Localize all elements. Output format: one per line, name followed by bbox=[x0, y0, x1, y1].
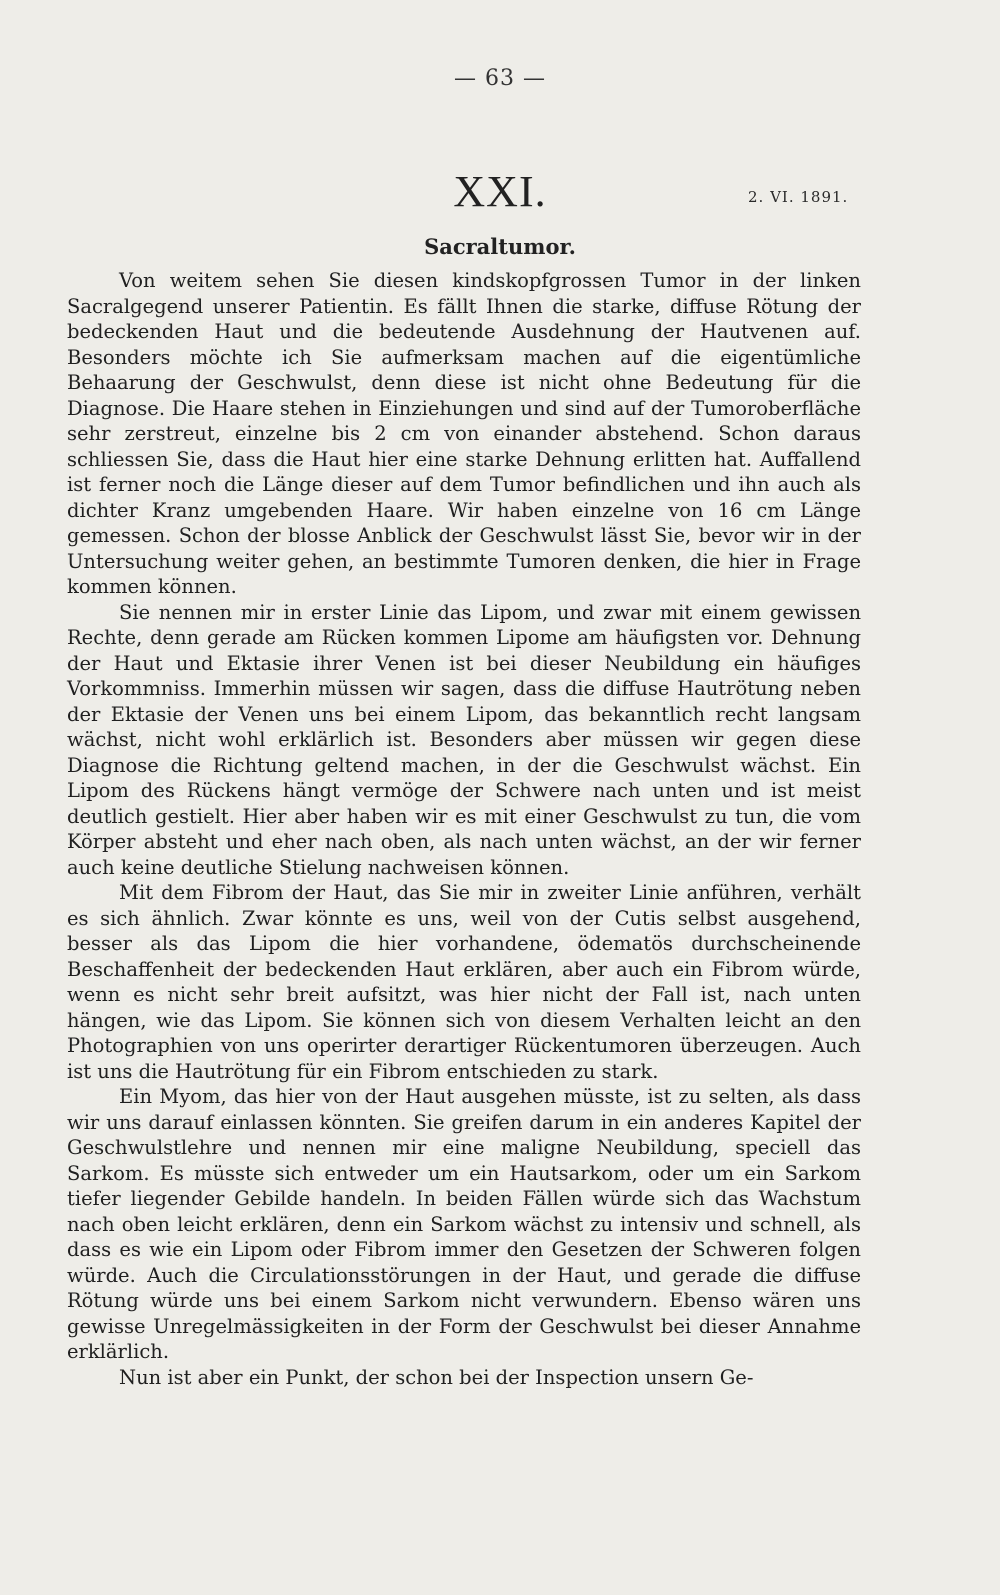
paragraph: Sie nennen mir in erster Linie das Lipom, und zwar mit einem gewissen Rechte, denn gerade am Rücken kommen Lipome am häufigsten vor. Dehnung der Haut und Ektasie ihrer Venen ist bei dieser Neubildung ein häufiges Vorkommniss. Immerhin müssen wir sagen, dass die diffuse Hautrötung neben der Ektasie der Venen uns bei einem Lipom, das bekanntlich recht langsam wächst, nicht wohl erklärlich ist. Besonders aber müssen wir gegen diese Diagnose die Richtung geltend machen, in der die Geschwulst wächst. Ein Lipom des Rückens hängt vermöge der Schwere nach unten und ist meist deutlich gestielt. Hier aber haben wir es mit einer Geschwulst zu tun, die vom Körper absteht und eher nach oben, als nach unten wächst, an der wir ferner auch keine deutliche Stielung nachweisen können. bbox=[67, 600, 861, 879]
lecture-date: 2. VI. 1891. bbox=[748, 188, 849, 206]
paragraph: Ein Myom, das hier von der Haut ausgehen müsste, ist zu selten, als dass wir uns darauf einlassen könnten. Sie greifen darum in ein anderes Kapitel der Geschwulstlehre und nennen mir eine maligne Neubildung, speciell das Sarkom. Es müsste sich entweder um ein Hautsarkom, oder um ein Sarkom tiefer liegender Gebilde handeln. In beiden Fällen würde sich das Wachstum nach oben leicht erklären, denn ein Sarkom wächst zu intensiv und schnell, als dass es wie ein Lipom oder Fibrom immer den Gesetzen der Schweren folgen würde. Auch die Circulationsstörungen in der Haut, und gerade die diffuse Rötung würde uns bei einem Sarkom nicht verwundern. Ebenso wären uns gewisse Unregelmässigkeiten in der Form der Geschwulst bei dieser Annahme erklärlich. bbox=[67, 1085, 861, 1363]
page-number: — 63 — bbox=[454, 66, 546, 91]
paragraph: Nun ist aber ein Punkt, der schon bei der Inspection unsern Ge- bbox=[119, 1365, 754, 1389]
paragraph: Mit dem Fibrom der Haut, das Sie mir in zweiter Linie anführen, verhält es sich ähnlich. Zwar könnte es uns, weil von der Cutis selbst ausgehend, besser als das Lipom die hier vorhandene, ödematös durchscheinende Beschaffenheit der bedeckenden Haut erklären, aber auch ein Fibrom würde, wenn es nicht sehr breit aufsitzt, was hier nicht der Fall ist, nach unten hängen, wie das Lipom. Sie können sich von diesem Verhalten leicht an den Photographien von uns operirter derartiger Rückentumoren überzeugen. Auch ist uns die Hautrötung für ein Fibrom entschieden zu stark. bbox=[67, 881, 861, 1083]
chapter-heading: XXI. bbox=[453, 167, 547, 216]
section-title: Sacraltumor. bbox=[424, 234, 576, 259]
paragraph: Von weitem sehen Sie diesen kindskopfgrossen Tumor in der linken Sacralgegend unserer Patientin. Es fällt Ihnen die starke, diffuse Rötung der bedeckenden Haut und die bedeutende Ausdehnung der Hautvenen auf. Besonders möchte ich Sie aufmerksam machen auf die eigentümliche Behaarung der Geschwulst, denn diese ist nicht ohne Bedeutung für die Diagnose. Die Haare stehen in Einziehungen und sind auf der Tumoroberfläche sehr zerstreut, einzelne bis 2 cm von einander abstehend. Schon daraus schliessen Sie, dass die Haut hier eine starke Dehnung erlitten hat. Auffallend ist ferner noch die Länge dieser auf dem Tumor befindlichen und ihn auch als dichter Kranz umgebenden Haare. Wir haben einzelne von 16 cm Länge gemessen. Schon der blosse Anblick der Geschwulst lässt Sie, bevor wir in der Untersuchung weiter gehen, an bestimmte Tumoren denken, die hier in Frage kommen können. bbox=[67, 269, 861, 598]
body-text bbox=[67, 268, 861, 1390]
